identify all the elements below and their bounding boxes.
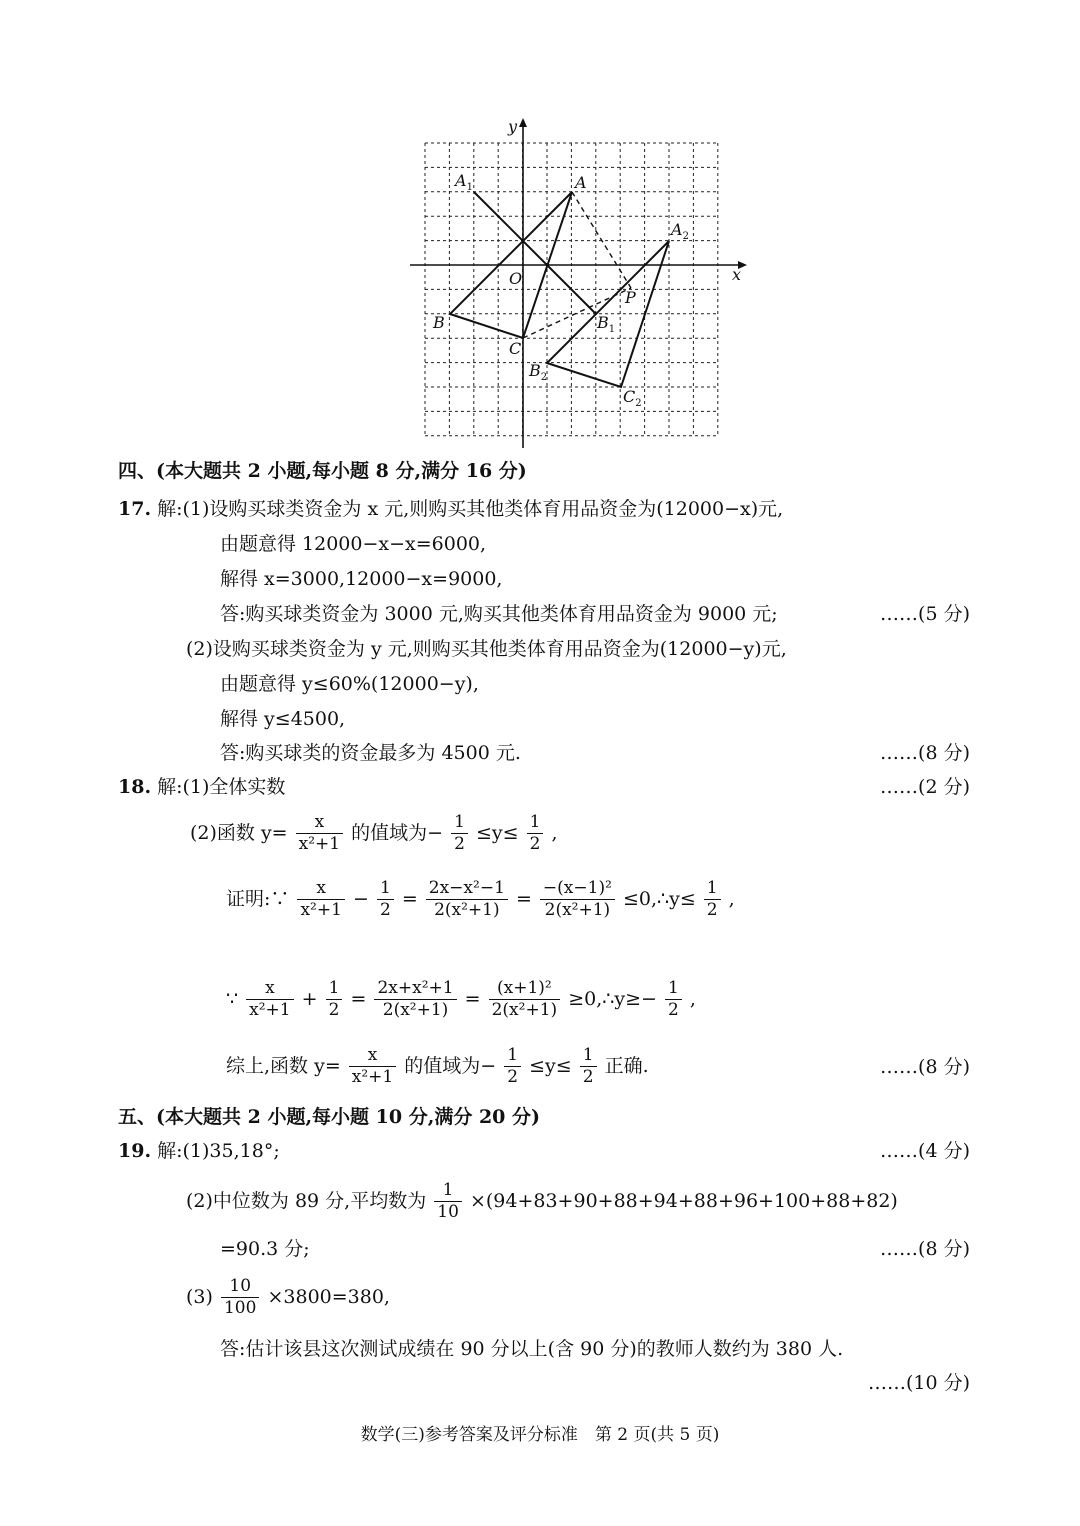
- conclusion-text-d: 正确.: [604, 1055, 649, 1078]
- equals-sign: =: [515, 888, 532, 911]
- equals-sign: =: [464, 988, 481, 1011]
- q18-score2: ……(2 分): [880, 776, 970, 798]
- label-A2: $A_2$: [671, 220, 689, 242]
- q17-line6: 由题意得 y≤60%(12000−y),: [220, 673, 479, 695]
- label-A: A: [575, 173, 587, 192]
- equals-sign: =: [350, 988, 367, 1011]
- q19-part3: [186, 1276, 390, 1320]
- frac-half: $\frac{1}{2}$: [504, 1045, 521, 1089]
- frac-n1-d1: $\frac{\text{2x−x²−1}}{\text{2(x²+1)}}$: [426, 878, 508, 922]
- conclusion-text-c: ≤y≤: [529, 1055, 572, 1078]
- q18-p2-text-d: ,: [551, 822, 558, 845]
- coordinate-grid-figure: [405, 110, 765, 455]
- frac-one-tenth: $\frac{1}{10}$: [434, 1180, 462, 1224]
- comma: ,: [728, 888, 735, 911]
- page-footer: 数学(三)参考答案及评分标准 第 2 页(共 5 页): [360, 1425, 720, 1445]
- q18-score8: ……(8 分): [880, 1056, 970, 1078]
- q18-proof-line1: [226, 878, 735, 922]
- q19-line3: =90.3 分;: [220, 1238, 310, 1260]
- section4-title: 四、(本大题共 2 小题,每小题 8 分,满分 16 分): [118, 460, 527, 482]
- q17-line8: 答:购买球类的资金最多为 4500 元.: [220, 742, 521, 764]
- frac-half: $\frac{1}{2}$: [527, 812, 544, 856]
- frac-half: $\frac{1}{2}$: [326, 978, 343, 1022]
- minus-sign: −: [352, 888, 369, 911]
- q19-number: 19.: [118, 1140, 152, 1162]
- q17-score5: ……(5 分): [880, 603, 970, 625]
- segment-A1-B1: [474, 192, 596, 314]
- q19-p3-text-a: (3): [186, 1286, 213, 1309]
- q19-p2-text-a: (2)中位数为 89 分,平均数为: [186, 1190, 427, 1213]
- leq-zero-text: ≤0,∴y≤: [622, 888, 696, 911]
- frac-x-over-x2p1: $\frac{x}{\text{x²+1}}$: [349, 1045, 396, 1089]
- section5-title: 五、(本大题共 2 小题,每小题 10 分,满分 20 分): [118, 1106, 540, 1128]
- frac-x-over-x2p1: $\frac{x}{\text{x²+1}}$: [296, 812, 343, 856]
- q18-p2-text-c: ≤y≤: [476, 822, 519, 845]
- dashed-A-P: [572, 192, 631, 288]
- equals-sign: =: [401, 888, 418, 911]
- frac-x-over-x2p1: $\frac{x}{\text{x²+1}}$: [297, 878, 344, 922]
- q17-line4: 答:购买球类资金为 3000 元,购买其他类体育用品资金为 9000 元;: [220, 603, 778, 625]
- q19-text1: 解:(1)35,18°;: [157, 1140, 280, 1162]
- frac-half: $\frac{1}{2}$: [704, 878, 721, 922]
- label-P: P: [625, 288, 636, 307]
- frac-n4-d1: $\frac{\text{(x+1)²}}{\text{2(x²+1)}}$: [489, 978, 561, 1022]
- frac-x-over-x2p1: $\frac{x}{\text{x²+1}}$: [246, 978, 293, 1022]
- q18-part2: [190, 812, 558, 856]
- q19-p2-text-b: ×(94+83+90+88+94+88+96+100+88+82): [469, 1190, 898, 1213]
- geq-zero-text: ≥0,∴y≥−: [568, 988, 657, 1011]
- plus-sign: +: [301, 988, 318, 1011]
- label-B1: $B_1$: [597, 313, 616, 335]
- q17-line5: (2)设购买球类资金为 y 元,则购买其他类体育用品资金为(12000−y)元,: [186, 638, 787, 660]
- conclusion-text-b: 的值域为−: [404, 1055, 497, 1078]
- q19-part2: [186, 1180, 898, 1224]
- q19-line5: 答:估计该县这次测试成绩在 90 分以上(含 90 分)的教师人数约为 380 人.: [220, 1338, 844, 1360]
- q18-p2-text-a: (2)函数 y=: [190, 822, 288, 845]
- label-O: O: [509, 269, 523, 288]
- q19-score8: ……(8 分): [880, 1238, 970, 1260]
- label-B2: $B_2$: [529, 361, 548, 383]
- q17-number: 17.: [118, 498, 152, 520]
- q17-line7: 解得 y≤4500,: [220, 708, 346, 730]
- label-C2: $C_2$: [623, 387, 642, 409]
- q18-conclusion: [226, 1045, 649, 1089]
- q17-line3: 解得 x=3000,12000−x=9000,: [220, 568, 503, 590]
- q18-proof-line2: [226, 978, 696, 1022]
- q18-line1: [118, 778, 285, 797]
- q18-proof-prefix: 证明:∵: [226, 888, 290, 911]
- y-axis-arrow: [519, 118, 527, 127]
- frac-n3-d1: $\frac{\text{2x+x²+1}}{\text{2(x²+1)}}$: [374, 978, 456, 1022]
- q17-text1: 解:(1)设购买球类资金为 x 元,则购买其他类体育用品资金为(12000−x)元,: [157, 498, 784, 520]
- q18-p2-text-b: 的值域为−: [351, 822, 444, 845]
- label-A1: $A_1$: [455, 171, 473, 193]
- q18-number: 18.: [118, 776, 152, 798]
- q19-score10: ……(10 分): [867, 1372, 970, 1394]
- frac-10-over-100: $\frac{10}{100}$: [221, 1276, 259, 1320]
- because-sign: ∵: [226, 988, 239, 1011]
- frac-half: $\frac{1}{2}$: [580, 1045, 597, 1089]
- frac-half: $\frac{1}{2}$: [377, 878, 394, 922]
- q19-score4: ……(4 分): [880, 1140, 970, 1162]
- label-y: y: [508, 117, 518, 136]
- frac-n2-d1: $\frac{\text{−(x−1)²}}{\text{2(x²+1)}}$: [540, 878, 615, 922]
- label-x: x: [732, 265, 742, 284]
- frac-half: $\frac{1}{2}$: [451, 812, 468, 856]
- q19-p3-text-b: ×3800=380,: [267, 1286, 390, 1309]
- q17-line1: [118, 500, 783, 519]
- label-C: C: [509, 339, 522, 358]
- q18-text1: 解:(1)全体实数: [157, 776, 286, 798]
- q17-line2: 由题意得 12000−x−x=6000,: [220, 533, 487, 555]
- conclusion-text-a: 综上,函数 y=: [226, 1055, 341, 1078]
- frac-half: $\frac{1}{2}$: [665, 978, 682, 1022]
- label-B: B: [433, 313, 445, 332]
- q19-line1: [118, 1142, 280, 1161]
- comma: ,: [689, 988, 696, 1011]
- q17-score8: ……(8 分): [880, 742, 970, 764]
